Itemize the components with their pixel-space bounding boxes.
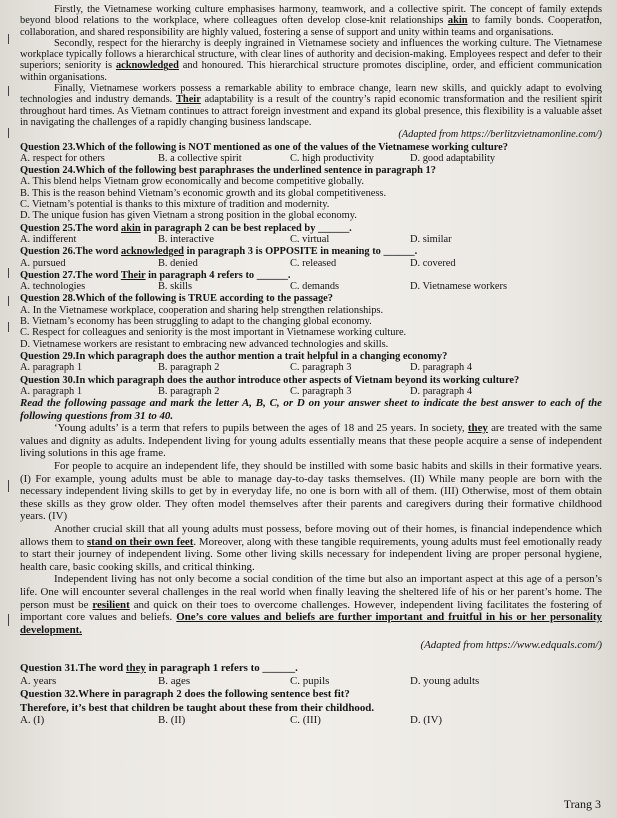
option-d: D. The unique fusion has given Vietnam a strong position in the global economy.: [20, 210, 357, 222]
question-32-options: [20, 714, 602, 727]
option-a: A. paragraph 1: [20, 385, 83, 397]
option-c: C. pupils: [290, 674, 330, 687]
option-a: A. pursued: [20, 257, 66, 269]
passage2-paragraph-2: For people to acquire an independent life, they should be instilled with some basic habits and skills in their formative years. (I) For example, young adults must be able to manage day-to-day tasks themselves. (II) While many people are born with the necessary independent living skills to get by in everyday life, no one is born with all of them. (III) Otherwise, most of them obtain these skills as they grow older. They often model themselves after their parents and caregivers during their formative childhood years. (IV): [20, 460, 602, 523]
option-d: D. covered: [410, 257, 456, 269]
question-26-options: [20, 258, 602, 269]
option-c: C. Respect for colleagues and seniority is the most important in Vietnamese working culture.: [20, 327, 407, 339]
passage1-paragraph-3: Finally, Vietnamese workers possess a remarkable ability to embrace change, learn new skills, and quickly adapt to evolving technologies and industry demands. Their adaptability is a result of the country’s rapid economic transformation and the resilient spirit throughout hard times. As Vietnam continues to attract foreign investment and expand its global presence, this flexibility is a valuable asset in navigating the challenges of a rapidly changing business landscape.: [20, 83, 602, 128]
option-c: C. demands: [290, 281, 340, 293]
margin-mark: [8, 480, 9, 492]
question-30: Question 30.In which paragraph does the author introduce other aspects of Vietnam beyond its working culture?: [20, 374, 520, 386]
option-a: A. paragraph 1: [20, 362, 83, 374]
option-b: B. paragraph 2: [158, 362, 220, 374]
page-number: Trang 3: [563, 797, 601, 811]
margin-mark: [8, 34, 9, 44]
question-23-options: [20, 153, 602, 164]
option-a: A. years: [20, 674, 57, 687]
option-b: B. Vietnam’s economy has been struggling to adapt to the changing global economy.: [20, 316, 372, 328]
passage1-source: (Adapted from https://berlitzvietnamonline.com/): [398, 129, 602, 141]
question-32: Question 32.Where in paragraph 2 does the following sentence best fit?: [20, 688, 350, 701]
option-d: D. (IV): [410, 714, 443, 727]
option-d: D. similar: [410, 233, 452, 245]
option-c: C. Vietnam’s potential is thanks to this mixture of tradition and modernity.: [20, 199, 330, 211]
option-d: D. paragraph 4: [410, 385, 473, 397]
passage2-source: (Adapted from https://www.edquals.com/): [420, 639, 602, 652]
option-a: A. (I): [20, 714, 45, 727]
option-d: D. paragraph 4: [410, 362, 473, 374]
option-a: A. This blend helps Vietnam grow economically and become competitive globally.: [20, 176, 365, 188]
question-32-quote: Therefore, it’s best that children be taught about these from their childhood.: [20, 701, 375, 714]
question-27: Question 27.The word Their in paragraph 4 refers to ______.: [20, 269, 291, 281]
margin-mark: [8, 296, 9, 306]
margin-mark: [8, 322, 9, 332]
option-b: B. interactive: [158, 233, 214, 245]
option-d: D. young adults: [410, 674, 480, 687]
option-a: A. technologies: [20, 281, 86, 293]
option-b: B. ages: [158, 674, 191, 687]
section-2-instruction: Read the following passage and mark the letter A, B, C, or D on your answer sheet to indicate the best answer to each of the following questions from 31 to 40.: [20, 397, 602, 422]
question-24: Question 24.Which of the following best paraphrases the underlined sentence in paragraph 1?: [20, 165, 436, 177]
margin-mark: [8, 268, 9, 278]
question-26: Question 26.The word acknowledged in paragraph 3 is OPPOSITE in meaning to ______.: [20, 246, 418, 258]
option-b: B. (II): [158, 714, 186, 727]
passage1-paragraph-2: Secondly, respect for the hierarchy is deeply ingrained in Vietnamese society and influences the working culture. The Vietnamese workplace typically follows a hierarchical structure, with clear lines of authority and decision-making. Employees respect and defer to their superiors; seniority is acknowledged and honoured. This hierarchical structure promotes discipline, order, and efficient communication within organisations.: [20, 37, 602, 83]
option-b: B. paragraph 2: [158, 385, 220, 397]
question-31: Question 31.The word they in paragraph 1 refers to ______.: [20, 661, 298, 674]
option-a: A. indifferent: [20, 233, 77, 245]
question-25: Question 25.The word akin in paragraph 2 can be best replaced by ______.: [20, 222, 352, 234]
option-d: D. Vietnamese workers: [410, 281, 508, 293]
option-c: C. (III): [290, 714, 321, 727]
question-31-options: [20, 675, 602, 688]
section-2: [20, 397, 602, 727]
option-c: C. virtual: [290, 233, 330, 245]
option-c: C. high productivity: [290, 152, 374, 164]
question-30-options: [20, 386, 602, 397]
option-a: A. respect for others: [20, 152, 105, 164]
margin-mark: [8, 86, 9, 96]
margin-mark: [8, 128, 9, 138]
question-28: Question 28.Which of the following is TRUE according to the passage?: [20, 293, 333, 305]
option-b: B. denied: [158, 257, 198, 269]
question-23: Question 23.Which of the following is NOT mentioned as one of the values of the Vietnamese working culture?: [20, 141, 508, 153]
option-c: C. paragraph 3: [290, 362, 352, 374]
option-b: B. This is the reason behind Vietnam’s economic growth and its global competitiveness.: [20, 187, 387, 199]
question-29: Question 29.In which paragraph does the author mention a trait helpful in a changing economy?: [20, 350, 448, 362]
option-c: C. released: [290, 257, 337, 269]
question-29-options: [20, 362, 602, 373]
option-d: D. good adaptability: [410, 152, 496, 164]
margin-mark: [8, 614, 9, 626]
option-b: B. skills: [158, 281, 193, 293]
passage1-paragraph-1: Firstly, the Vietnamese working culture emphasises harmony, teamwork, and a collective spirit. The concept of family extends beyond blood relations to the workplace, where colleagues often develop close-knit relationships akin to family bonds. Cooperation, collaboration, and shared responsibility are highly valued, fostering a sense of support and unity within teams and organisations.: [20, 4, 603, 38]
option-d: D. Vietnamese workers are resistant to embracing new advanced technologies and skills.: [20, 338, 389, 350]
question-25-options: [20, 234, 602, 245]
passage2-paragraph-3: Another crucial skill that all young adults must possess, before moving out of their homes, is financial independence which allows them to stand on their own feet. Moreover, along with these tangible requirements, young adults must feel emotionally ready to start their journey of independent living. Some other living skills necessary for independent living are proper personal hygiene, health care, basic cooking skills, and critical thinking.: [20, 523, 602, 573]
passage2-paragraph-1: ‘Young adults’ is a term that refers to pupils between the ages of 18 and 25 years. In society, they are treated with the same values and dignity as adults. Independent living for young adults essentially means that these people acquire a sense of independent living solutions in this age frame.: [20, 422, 602, 460]
passage2-paragraph-4: Independent living has not only become a social condition of the time but also an important aspect at this age of a person’s life. One will encounter several challenges in the real world when finally leaving the sheltered life of his or her parent’s home. The person must be resilient and quick on their toes to overcome challenges. However, independent living facilitates the fostering of important core values and beliefs. One’s core values and beliefs are further important and fruitful in his or her personality development.: [20, 573, 602, 636]
page-content: [20, 4, 602, 727]
question-27-options: [20, 281, 602, 292]
option-a: A. In the Vietnamese workplace, cooperation and sharing help strengthen relationships.: [20, 304, 384, 316]
option-c: C. paragraph 3: [290, 385, 352, 397]
option-b: B. a collective spirit: [158, 152, 242, 164]
